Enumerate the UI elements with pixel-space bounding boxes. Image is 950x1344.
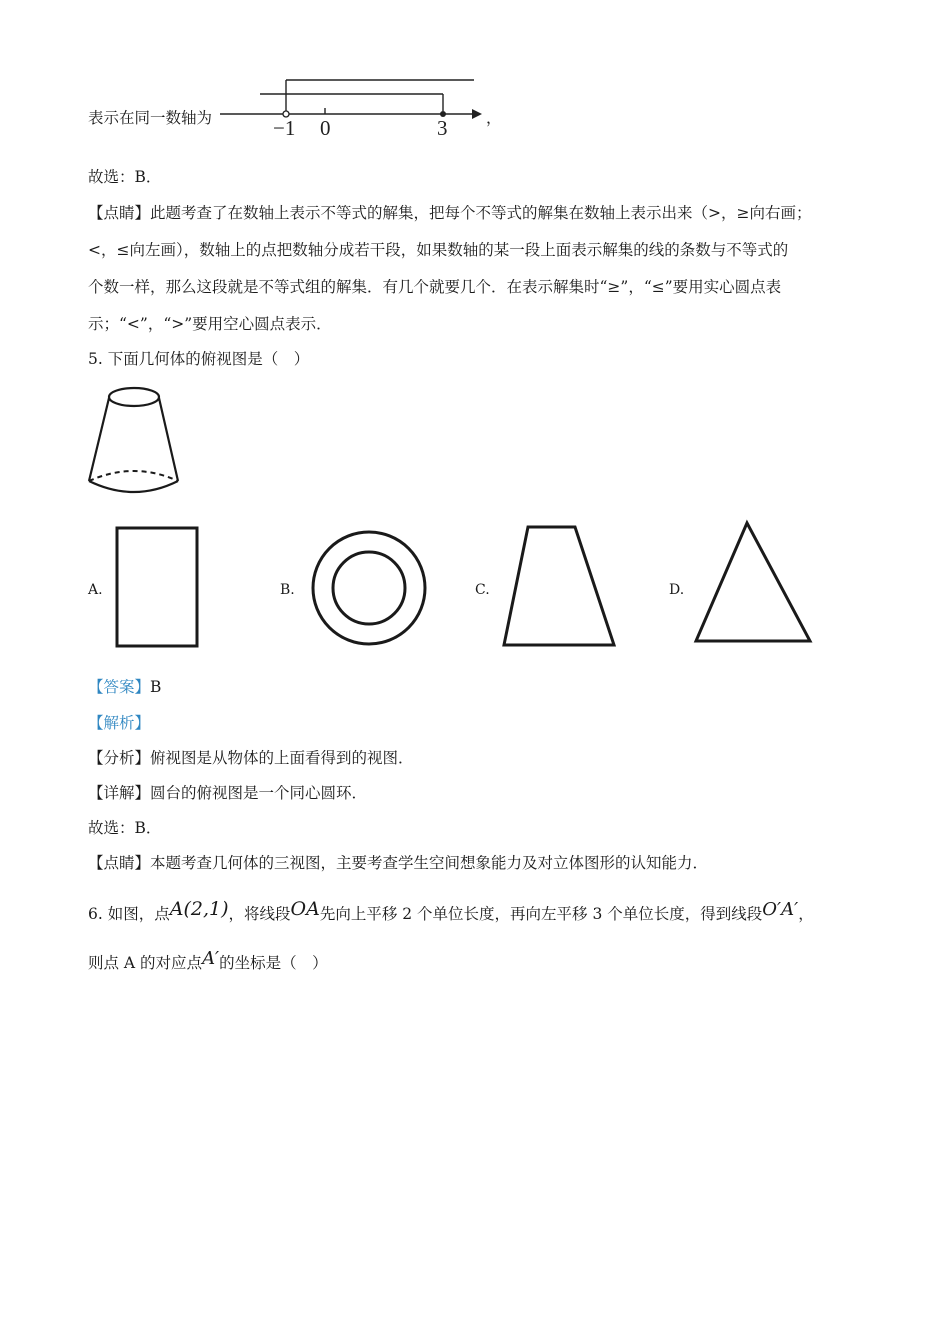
q4-dianjing-line-2: <，≤向左画），数轴上的点把数轴分成若干段，如果数轴的某一段上面表示解集的线的条数与不等式的 (88, 241, 789, 259)
q5-answer: 【答案】B (88, 678, 162, 696)
q4-dianjing-line-4: 示；“<”，“>”要用空心圆点表示． (88, 315, 332, 333)
numberline-suffix: ， (486, 109, 502, 127)
q6-line-1: 6. 如图，点A(2,1)，将线段OA先向上平移 2 个单位长度，再向左平移 3 个单位长度，得到线段O′A′， (88, 898, 814, 923)
tick-label-neg1: −1 (273, 116, 296, 140)
point-a-coord: A(2,1) (169, 898, 229, 920)
option-b-concentric-circles (306, 528, 436, 650)
option-a-label: A. (88, 582, 103, 598)
point-a-prime: A′ (202, 948, 220, 969)
xiangjie-tag: 【详解】 (88, 784, 151, 802)
q4-dianjing-line-3: 个数一样，那么这段就是不等式组的解集．有几个就要几个．在表示解集时“≥”，“≤”要用实心圆点表 (88, 278, 782, 296)
dianjing-tag: 【点睛】 (88, 204, 151, 222)
q4-choice: 故选：B． (88, 168, 162, 186)
q5-choice: 故选：B． (88, 819, 162, 837)
q5-fenxi: 【分析】俯视图是从物体的上面看得到的视图． (88, 749, 414, 767)
answer-tag: 【答案】 (88, 678, 151, 696)
dianjing-tag: 【点睛】 (88, 854, 151, 872)
q6-line-2: 则点 A 的对应点A′的坐标是（ ） (88, 948, 328, 972)
numberline-prefix: 表示在同一数轴为 (88, 109, 213, 127)
option-b-label: B. (280, 582, 295, 598)
number-line-figure (220, 74, 490, 140)
q5-question: 5. 下面几何体的俯视图是（ ） (88, 350, 310, 368)
frustum-figure (84, 385, 184, 497)
fenxi-tag: 【分析】 (88, 749, 151, 767)
tick-label-0: 0 (320, 116, 331, 140)
q4-dianjing-line-1: 【点睛】此题考查了在数轴上表示不等式的解集，把每个不等式的解集在数轴上表示出来（>，≥向右画； (88, 204, 812, 222)
q5-dianjing: 【点睛】本题考查几何体的三视图，主要考查学生空间想象能力及对立体图形的认知能力． (88, 854, 709, 872)
option-d-label: D. (669, 582, 685, 598)
option-c-trapezoid (495, 518, 625, 656)
segment-oa-prime: O′A′ (762, 899, 799, 920)
tick-label-3: 3 (437, 116, 448, 140)
option-c-label: C. (475, 582, 490, 598)
segment-oa: OA (290, 898, 320, 920)
option-a-rectangle (105, 518, 210, 656)
q5-analysis-tag: 【解析】 (88, 714, 151, 732)
q5-xiangjie: 【详解】圆台的俯视图是一个同心圆环． (88, 784, 368, 802)
option-d-triangle (690, 515, 822, 653)
